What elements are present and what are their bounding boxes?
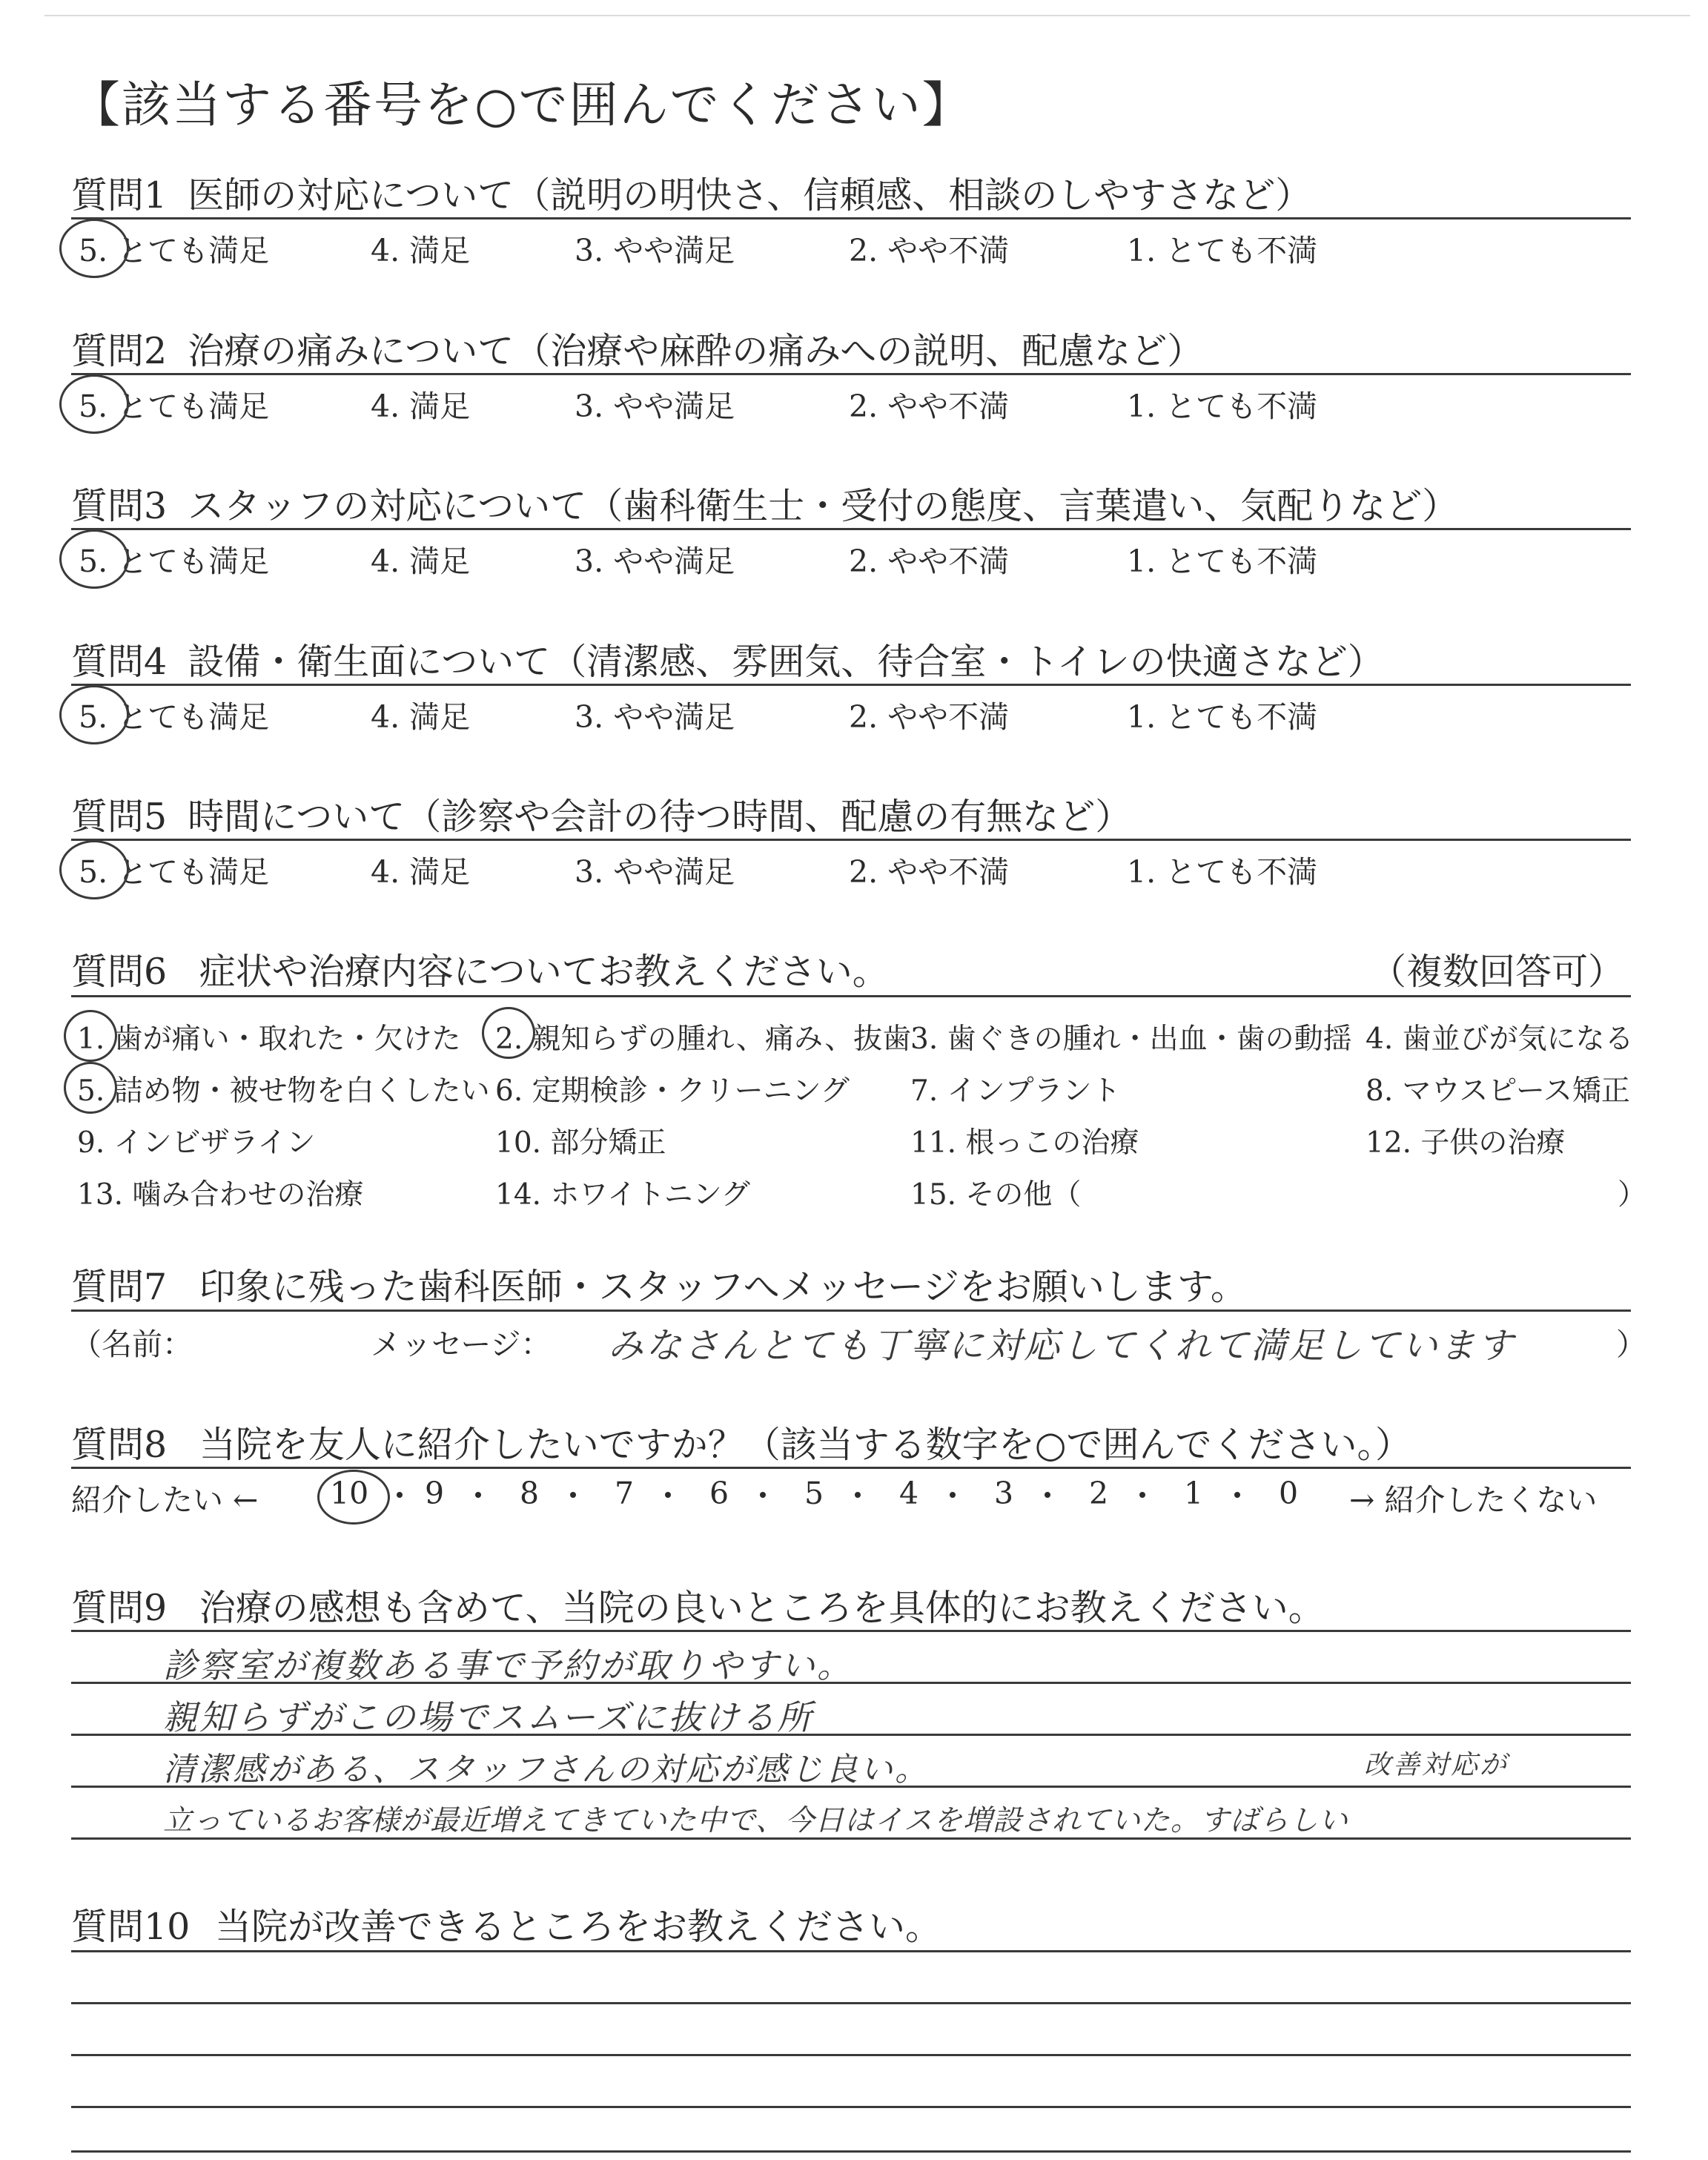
page-title: 【該当する番号を○で囲んでください】 <box>71 76 973 133</box>
q2-rule <box>71 373 1631 375</box>
q6-rule <box>71 995 1631 997</box>
q1-label: 質問1 <box>71 174 168 217</box>
q10-rule-3 <box>71 2106 1631 2108</box>
q8-label: 質問8 <box>71 1424 168 1466</box>
q6-label: 質問6 <box>71 951 168 993</box>
q8-scale-5[interactable]: 5 <box>804 1476 824 1511</box>
q5-rule <box>71 839 1631 841</box>
q6-option-5[interactable]: 5. 詰め物・被せ物を白くしたい <box>77 1074 490 1108</box>
q10-rule-0 <box>71 1950 1631 1952</box>
q2-option-5[interactable]: 5. とても満足 <box>79 389 270 424</box>
q7-close-paren: ） <box>1616 1327 1646 1362</box>
q4-rule <box>71 684 1631 686</box>
q2-option-3[interactable]: 3. やや満足 <box>575 389 735 424</box>
q5-heading <box>71 788 1131 840</box>
q2-option-1[interactable]: 1. とても不満 <box>1127 389 1318 424</box>
q8-scale-9[interactable]: 9 <box>425 1476 445 1511</box>
q5-option-5[interactable]: 5. とても満足 <box>79 854 270 890</box>
q6-option-1[interactable]: 1. 歯が痛い・取れた・欠けた <box>77 1023 461 1056</box>
q10-rule-2 <box>71 2054 1631 2056</box>
q8-scale-separator <box>1139 1492 1145 1498</box>
q8-left-label: 紹介したい ← <box>71 1482 259 1518</box>
q1-selection-circle <box>59 219 129 278</box>
q9-answer-line-2: 親知らずがこの場でスムーズに抜ける所 <box>163 1697 814 1737</box>
q8-scale-8[interactable]: 8 <box>520 1476 540 1511</box>
q9-answer-line-1: 診察室が複数ある事で予約が取りやすい。 <box>163 1645 853 1685</box>
q5-label: 質問5 <box>71 796 168 838</box>
q6-other-close-paren: ） <box>1618 1178 1647 1212</box>
q6-option-13[interactable]: 13. 噛み合わせの治療 <box>77 1178 364 1212</box>
q2-text: 治療の痛みについて（治療や麻酔の痛みへの説明、配慮など） <box>188 330 1204 372</box>
q8-scale-3[interactable]: 3 <box>994 1476 1014 1511</box>
q8-scale-0[interactable]: 0 <box>1279 1476 1299 1511</box>
q7-label: 質問7 <box>71 1266 168 1308</box>
q1-option-4[interactable]: 4. 満足 <box>371 233 471 268</box>
q9-rule-0 <box>71 1630 1631 1632</box>
q3-text: スタッフの対応について（歯科衛生士・受付の態度、言葉遣い、気配りなど） <box>188 485 1459 527</box>
q4-option-4[interactable]: 4. 満足 <box>371 699 471 735</box>
q6-option-4[interactable]: 4. 歯並びが気になる <box>1366 1023 1634 1056</box>
q9-text: 治療の感想も含めて、当院の良いところを具体的にお教えください。 <box>199 1587 1325 1629</box>
q9-heading <box>71 1579 1325 1631</box>
q10-rule-4 <box>71 2150 1631 2153</box>
q6-selection-circle-5 <box>64 1062 117 1114</box>
q7-rule <box>71 1309 1631 1312</box>
q8-scale-separator <box>1045 1492 1050 1498</box>
q8-scale-2[interactable]: 2 <box>1089 1476 1109 1511</box>
q8-right-label: → 紹介したくない <box>1349 1482 1598 1518</box>
q8-scale-4[interactable]: 4 <box>899 1476 919 1511</box>
q6-option-6[interactable]: 6. 定期検診・クリーニング <box>495 1074 850 1108</box>
q1-option-3[interactable]: 3. やや満足 <box>575 233 735 268</box>
q8-scale-separator <box>570 1492 576 1498</box>
q8-scale-separator <box>855 1492 861 1498</box>
q6-option-9[interactable]: 9. インビザライン <box>77 1126 316 1160</box>
q6-note: （複数回答可） <box>1370 951 1625 993</box>
q8-scale-6[interactable]: 6 <box>709 1476 729 1511</box>
q8-scale-10[interactable]: 10 <box>330 1476 369 1511</box>
q2-label: 質問2 <box>71 330 168 372</box>
q4-label: 質問4 <box>71 641 168 683</box>
q3-selection-circle <box>59 529 129 589</box>
q6-option-11[interactable]: 11. 根っこの治療 <box>910 1126 1139 1160</box>
q10-text: 当院が改善できるところをお教えください。 <box>214 1906 941 1948</box>
q6-option-7[interactable]: 7. インプラント <box>910 1074 1121 1108</box>
q1-heading <box>71 167 1311 219</box>
q2-option-2[interactable]: 2. やや不満 <box>849 389 1010 424</box>
q8-selection-circle <box>317 1470 390 1525</box>
q6-option-15[interactable]: 15. その他（ <box>910 1178 1082 1212</box>
q4-option-2[interactable]: 2. やや不満 <box>849 699 1010 735</box>
q3-rule <box>71 528 1631 530</box>
q4-heading <box>71 633 1384 685</box>
q3-option-1[interactable]: 1. とても不満 <box>1127 544 1318 579</box>
q2-option-4[interactable]: 4. 満足 <box>371 389 471 424</box>
q5-option-2[interactable]: 2. やや不満 <box>849 854 1010 890</box>
q6-text: 症状や治療内容についてお教えください。 <box>199 951 889 993</box>
q8-text: 当院を友人に紹介したいですか？（該当する数字を○で囲んでください。） <box>199 1424 1412 1466</box>
q3-label: 質問3 <box>71 485 168 527</box>
q8-scale-separator <box>475 1492 481 1498</box>
q8-scale-separator <box>397 1492 403 1498</box>
q8-scale-1[interactable]: 1 <box>1184 1476 1204 1511</box>
q3-option-5[interactable]: 5. とても満足 <box>79 544 270 579</box>
q1-option-2[interactable]: 2. やや不満 <box>849 233 1010 268</box>
q3-option-3[interactable]: 3. やや満足 <box>575 544 735 579</box>
q9-label: 質問9 <box>71 1587 168 1629</box>
q6-option-12[interactable]: 12. 子供の治療 <box>1366 1126 1566 1160</box>
q3-option-4[interactable]: 4. 満足 <box>371 544 471 579</box>
q8-scale-7[interactable]: 7 <box>615 1476 635 1511</box>
q1-rule <box>71 217 1631 219</box>
q9-answer-line-3: 清潔感がある、スタッフさんの対応が感じ良い。 <box>163 1751 930 1789</box>
q2-selection-circle <box>59 374 129 434</box>
q8-scale-separator <box>1234 1492 1240 1498</box>
q8-scale-separator <box>760 1492 766 1498</box>
q6-option-2[interactable]: 2. 親知らずの腫れ、痛み、抜歯 <box>495 1023 912 1056</box>
q6-option-10[interactable]: 10. 部分矯正 <box>495 1126 666 1160</box>
q10-rule-1 <box>71 2002 1631 2004</box>
q4-selection-circle <box>59 685 129 744</box>
q6-option-8[interactable]: 8. マウスピース矯正 <box>1366 1074 1630 1108</box>
q6-option-14[interactable]: 14. ホワイトニング <box>495 1178 750 1212</box>
q7-heading <box>71 1258 1247 1310</box>
q3-option-2[interactable]: 2. やや不満 <box>849 544 1010 579</box>
q6-option-3[interactable]: 3. 歯ぐきの腫れ・出血・歯の動揺 <box>910 1023 1352 1056</box>
q7-message-handwritten: みなさんとても丁寧に対応してくれて満足しています <box>608 1325 1516 1367</box>
q5-option-1[interactable]: 1. とても不満 <box>1127 854 1318 890</box>
q8-rule <box>71 1467 1631 1469</box>
q7-name-label: （名前： <box>71 1327 193 1362</box>
q3-heading <box>71 478 1458 529</box>
q2-heading <box>71 323 1203 374</box>
q5-option-4[interactable]: 4. 満足 <box>371 854 471 890</box>
q9-insertion: 改善対応が <box>1364 1750 1509 1780</box>
q4-option-1[interactable]: 1. とても不満 <box>1127 699 1318 735</box>
q8-scale-separator <box>950 1492 956 1498</box>
q1-option-5[interactable]: 5. とても満足 <box>79 233 270 268</box>
q6-heading <box>71 943 889 995</box>
q10-heading <box>71 1898 941 1950</box>
q6-selection-circle-2 <box>482 1007 535 1059</box>
q1-option-1[interactable]: 1. とても不満 <box>1127 233 1318 268</box>
q8-heading <box>71 1416 1411 1468</box>
q5-selection-circle <box>59 840 129 899</box>
q7-message-label: メッセージ： <box>371 1327 552 1362</box>
q7-text: 印象に残った歯科医師・スタッフへメッセージをお願いします。 <box>199 1266 1247 1308</box>
q4-option-5[interactable]: 5. とても満足 <box>79 699 270 735</box>
q5-text: 時間について（診察や会計の待つ時間、配慮の有無など） <box>188 796 1132 838</box>
q4-text: 設備・衛生面について（清潔感、雰囲気、待合室・トイレの快適さなど） <box>188 641 1384 683</box>
q1-text: 医師の対応について（説明の明快さ、信頼感、相談のしやすさなど） <box>188 174 1312 217</box>
q5-option-3[interactable]: 3. やや満足 <box>575 854 735 890</box>
q4-option-3[interactable]: 3. やや満足 <box>575 699 735 735</box>
q8-scale-separator <box>665 1492 671 1498</box>
q10-label: 質問10 <box>71 1906 191 1948</box>
q6-selection-circle-1 <box>64 1010 117 1062</box>
page-top-edge <box>44 15 1690 16</box>
q9-answer-line-4: 立っているお客様が最近増えてきていた中で、今日はイスを増設されていた。すばらしい <box>163 1804 1348 1837</box>
